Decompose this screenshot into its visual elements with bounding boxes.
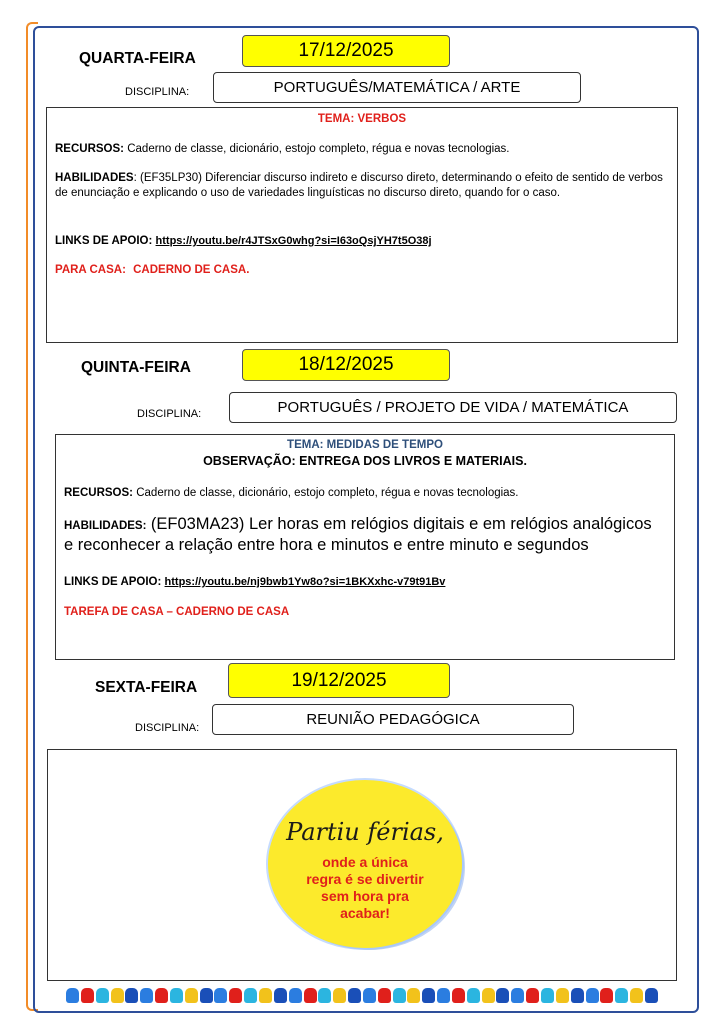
hand-icon — [259, 988, 272, 1003]
hand-icon — [363, 988, 376, 1003]
hand-icon — [229, 988, 242, 1003]
date-badge-quarta: 17/12/2025 — [242, 35, 450, 67]
day-title-sexta: SEXTA-FEIRA — [95, 679, 198, 696]
hand-icon — [541, 988, 554, 1003]
habilidades-text: : (EF35LP30) Diferenciar discurso indireto e discurso direto, determinando o efeito de sentido de verbos de enunciação e explicando o uso de variedades linguísticas no discurso direto, quando for o caso. — [55, 172, 663, 199]
support-link-quarta[interactable]: https://youtu.be/r4JTSxG0whg?si=I63oQsjYH7t5O38j — [155, 235, 432, 247]
hand-icon — [600, 988, 613, 1003]
para-casa-label: PARA CASA: — [55, 264, 126, 276]
hand-icon — [274, 988, 287, 1003]
day-title-quarta: QUARTA-FEIRA — [79, 50, 196, 67]
hand-icon — [526, 988, 539, 1003]
hand-icon — [348, 988, 361, 1003]
day-title-quinta: QUINTA-FEIRA — [81, 359, 191, 376]
date-badge-sexta: 19/12/2025 — [228, 663, 450, 698]
para-casa-quarta — [55, 263, 667, 278]
links-label: LINKS DE APOIO: — [64, 576, 162, 588]
sticker-line-4: acabar! — [340, 905, 390, 921]
tema-quinta: TEMA: MEDIDAS DE TEMPO — [287, 439, 443, 451]
hand-icon — [66, 988, 79, 1003]
discipline-box-quarta: PORTUGUÊS/MATEMÁTICA / ARTE — [213, 72, 581, 103]
hand-icon — [482, 988, 495, 1003]
observacao-quinta: OBSERVAÇÃO: ENTREGA DOS LIVROS E MATERIAIS. — [203, 454, 527, 468]
tarefa-casa-quinta: TAREFA DE CASA – CADERNO DE CASA — [64, 606, 290, 618]
habilidades-label: HABILIDADES — [55, 172, 134, 184]
hand-icon — [214, 988, 227, 1003]
hand-icon — [393, 988, 406, 1003]
sticker-line-2: regra é se divertir — [306, 871, 424, 887]
para-casa-text: CADERNO DE CASA. — [133, 264, 250, 276]
hand-icon — [111, 988, 124, 1003]
hand-icon — [422, 988, 435, 1003]
date-badge-quinta: 18/12/2025 — [242, 349, 450, 381]
hand-icon — [645, 988, 658, 1003]
habilidades-text: (EF03MA23) Ler horas em relógios digitais e em relógios analógicos e reconhecer a relação entre hora e minutos e entre minuto e segundos — [64, 515, 652, 554]
recursos-text: Caderno de classe, dicionário, estojo completo, régua e novas tecnologias. — [136, 487, 519, 499]
hand-icon — [81, 988, 94, 1003]
recursos-label: RECURSOS: — [64, 487, 134, 499]
tema-quarta: TEMA: VERBOS — [317, 113, 407, 125]
discipline-box-sexta: REUNIÃO PEDAGÓGICA — [212, 704, 574, 735]
sticker-message — [268, 854, 462, 922]
discipline-box-quinta: PORTUGUÊS / PROJETO DE VIDA / MATEMÁTICA — [229, 392, 677, 423]
hand-icon — [630, 988, 643, 1003]
sticker-line-1: onde a única — [322, 854, 408, 870]
sticker-line-3: sem hora pra — [321, 888, 409, 904]
recursos-quarta — [55, 142, 667, 157]
hand-icon — [511, 988, 524, 1003]
hand-icon — [378, 988, 391, 1003]
habilidades-label: HABILIDADES: — [64, 520, 147, 532]
links-quinta — [64, 575, 664, 590]
hand-icon — [571, 988, 584, 1003]
links-label: LINKS DE APOIO: — [55, 235, 153, 247]
hands-border-decoration — [66, 984, 658, 1006]
hand-icon — [556, 988, 569, 1003]
sticker-title: Partiu férias, — [286, 818, 444, 846]
hand-icon — [407, 988, 420, 1003]
hand-icon — [155, 988, 168, 1003]
hand-icon — [615, 988, 628, 1003]
hand-icon — [318, 988, 331, 1003]
hand-icon — [333, 988, 346, 1003]
discipline-label-quarta: DISCIPLINA: — [125, 86, 190, 98]
support-link-quinta[interactable]: https://youtu.be/nj9bwb1Yw8o?si=1BKXxhc-v79t91Bv — [164, 576, 446, 588]
hand-icon — [170, 988, 183, 1003]
lesson-panel-quarta — [46, 107, 678, 343]
hand-icon — [437, 988, 450, 1003]
hand-icon — [185, 988, 198, 1003]
vacation-sticker — [268, 780, 462, 948]
hand-icon — [289, 988, 302, 1003]
hand-icon — [452, 988, 465, 1003]
hand-icon — [467, 988, 480, 1003]
hand-icon — [304, 988, 317, 1003]
recursos-text: Caderno de classe, dicionário, estojo completo, régua e novas tecnologias. — [127, 143, 510, 155]
discipline-label-sexta: DISCIPLINA: — [135, 722, 200, 734]
habilidades-quarta — [55, 171, 667, 201]
hand-icon — [496, 988, 509, 1003]
hand-icon — [140, 988, 153, 1003]
recursos-quinta — [64, 486, 664, 501]
recursos-label: RECURSOS: — [55, 143, 125, 155]
links-quarta — [55, 234, 667, 249]
habilidades-quinta — [64, 515, 664, 555]
discipline-label-quinta: DISCIPLINA: — [137, 408, 202, 420]
hand-icon — [244, 988, 257, 1003]
lesson-panel-quinta — [55, 434, 675, 660]
hand-icon — [96, 988, 109, 1003]
hand-icon — [200, 988, 213, 1003]
hand-icon — [125, 988, 138, 1003]
hand-icon — [586, 988, 599, 1003]
